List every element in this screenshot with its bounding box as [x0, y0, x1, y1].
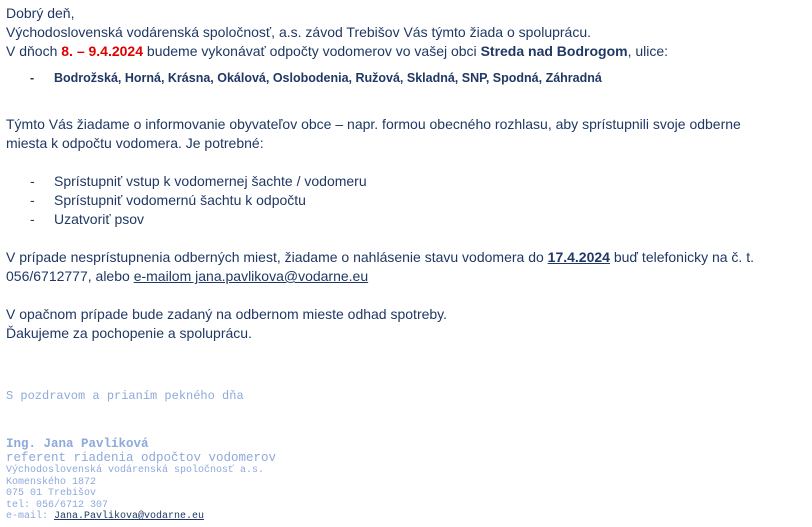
signature-email-link[interactable]: Jana.Pavlikova@vodarne.eu — [54, 511, 205, 522]
signature-street: Komenského 1872 — [6, 476, 97, 488]
requirement-text: Sprístupniť vstup k vodomernej šachte / vodomeru — [54, 173, 367, 189]
report-phone: 056/6712777, alebo — [6, 268, 134, 284]
report-line-1 — [6, 248, 806, 267]
bullet-dash: - — [30, 192, 35, 208]
signature-email — [6, 511, 806, 523]
signature-role: referent riadenia odpočtov vodomerov — [6, 451, 277, 465]
report-prefix: V prípade nesprístupnenia odberných miest, žiadame o nahlásenie stavu vodomera do — [6, 249, 548, 265]
street-list — [6, 61, 806, 96]
bullet-dash: - — [30, 173, 35, 189]
intro-line-1: Východoslovenská vodárenská spoločnosť, a.s. závod Trebišov Vás týmto žiada o spoluprácu. — [6, 24, 592, 40]
requirement-text: Sprístupniť vodomernú šachtu k odpočtu — [54, 192, 306, 208]
signature-email-prefix: e-mail: — [6, 511, 55, 522]
intro-suffix: , ulice: — [627, 43, 669, 59]
greeting: Dobrý deň, — [6, 5, 75, 21]
requirements-list — [6, 172, 806, 229]
intro-middle: budeme vykonávať odpočty vodomerov vo vašej obci — [143, 43, 481, 59]
signature-city: 075 01 Trebišov — [6, 488, 97, 499]
bullet-dash: - — [30, 211, 35, 227]
signature-company: Východoslovenská vodárenská spoločnosť a.s. — [6, 465, 265, 476]
list-item — [6, 191, 806, 210]
report-suffix: buď telefonicky na č. t. — [609, 249, 754, 265]
requirement-text: Uzatvoriť psov — [54, 211, 145, 227]
signature-name: Ing. Jana Pavlíková — [6, 437, 149, 451]
request-line-2: miesta k odpočtu vodomera. Je potrebné: — [6, 135, 264, 151]
report-deadline: 17.4.2024 — [547, 249, 610, 265]
street-list-item — [6, 69, 806, 88]
list-item — [6, 210, 806, 229]
request-line-1: Týmto Vás žiadame o informovanie obyvateľov obce – napr. formou obecného rozhlasu, aby sprístupnili svoje odberne — [6, 116, 741, 132]
thanks: Ďakujeme za pochopenie a spoluprácu. — [6, 325, 252, 341]
intro-prefix: V dňoch — [6, 43, 62, 59]
report-line-2 — [6, 267, 806, 286]
reading-dates: 8. – 9.4.2024 — [61, 43, 144, 59]
bullet-dash: - — [30, 71, 35, 85]
estimate-note: V opačnom prípade bude zadaný na odbernom mieste odhad spotreby. — [6, 306, 448, 322]
signature-phone: tel: 056/6712 307 — [6, 499, 109, 511]
street-names: Bodrožská, Horná, Krásna, Okálová, Oslobodenia, Ružová, Skladná, SNP, Spodná, Záhradná — [54, 71, 602, 85]
intro-line-2 — [6, 42, 806, 61]
report-email-link[interactable]: e-mailom jana.pavlikova@vodarne.eu — [133, 268, 369, 284]
signature-greeting: S pozdravom a prianím pekného dňa — [6, 389, 244, 403]
list-item — [6, 172, 806, 191]
municipality-name: Streda nad Bodrogom — [480, 43, 628, 59]
